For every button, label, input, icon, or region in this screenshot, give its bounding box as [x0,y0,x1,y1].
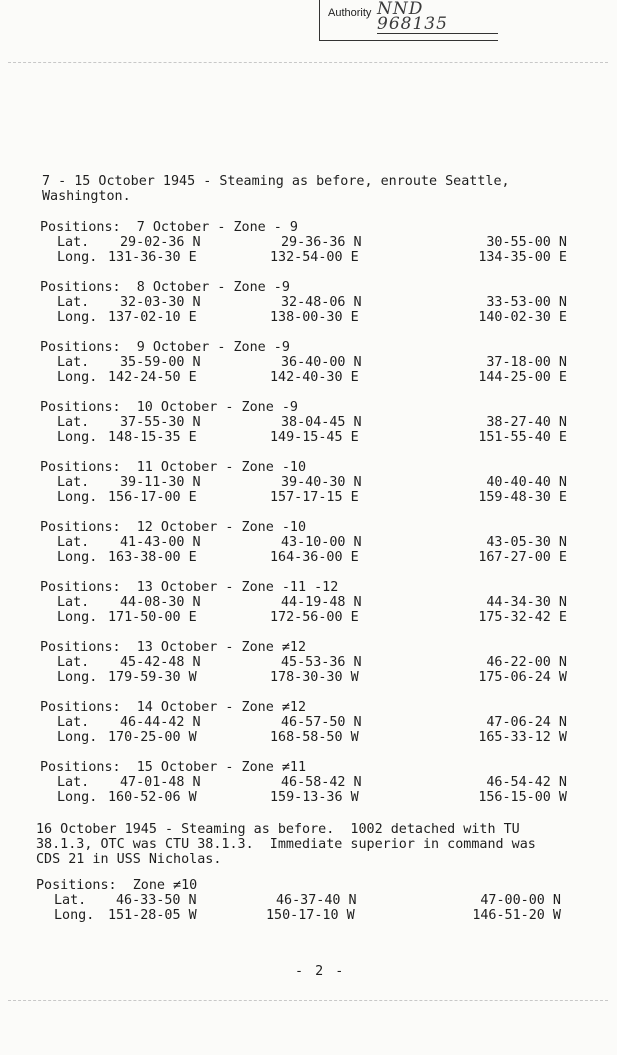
lat-value-1: 41-43-00 N [120,535,201,550]
long-value-2: 172-56-00 E [270,610,359,625]
paragraph-2-line-2: 38.1.3, OTC was CTU 38.1.3. Immediate superior in command was [36,837,536,852]
lat-value-2: 38-04-45 N [281,415,362,430]
lat-value-3: 44-34-30 N [486,595,567,610]
paragraph-1-line-2: Washington. [42,189,131,204]
long-label: Long. [57,370,98,385]
long-value-2: 142-40-30 E [270,370,359,385]
lat-value-1: 32-03-30 N [120,295,201,310]
long-value-2: 138-00-30 E [270,310,359,325]
long-label: Long. [57,430,98,445]
long-value-2: 132-54-00 E [270,250,359,265]
paragraph-2-line-1: 16 October 1945 - Steaming as before. 1002 detached with TU [36,822,520,837]
long-label: Long. [57,670,98,685]
long-value-3: 144-25-00 E [478,370,567,385]
lat-value-3: 37-18-00 N [486,355,567,370]
long-value-2: 164-36-00 E [270,550,359,565]
lat-label: Lat. [57,355,90,370]
paragraph-2-line-3: CDS 21 in USS Nicholas. [36,852,222,867]
lat-label: Lat. [57,535,90,550]
long-value-1: 163-38-00 E [108,550,197,565]
lat-value-1: 37-55-30 N [120,415,201,430]
long-value-1: 151-28-05 W [108,908,197,923]
lat-value-2: 46-57-50 N [281,715,362,730]
long-label: Long. [57,250,98,265]
lat-value-1: 47-01-48 N [120,775,201,790]
scan-artifact-top [8,62,608,63]
lat-value-2: 39-40-30 N [281,475,362,490]
long-value-1: 156-17-00 E [108,490,197,505]
long-value-2: 178-30-30 W [270,670,359,685]
lat-value-3: 47-00-00 N [480,893,561,908]
lat-value-1: 46-44-42 N [120,715,201,730]
long-value-3: 175-06-24 W [478,670,567,685]
lat-value-3: 46-54-42 N [486,775,567,790]
positions-header: Positions: 9 October - Zone -9 [40,340,290,355]
long-value-1: 131-36-30 E [108,250,197,265]
long-label: Long. [57,610,98,625]
lat-value-3: 47-06-24 N [486,715,567,730]
long-value-2: 149-15-45 E [270,430,359,445]
lat-value-3: 38-27-40 N [486,415,567,430]
long-label: Long. [57,730,98,745]
long-value-1: 171-50-00 E [108,610,197,625]
lat-value-1: 46-33-50 N [116,893,197,908]
long-value-1: 137-02-10 E [108,310,197,325]
long-value-3: 146-51-20 W [472,908,561,923]
lat-value-2: 36-40-00 N [281,355,362,370]
long-value-2: 157-17-15 E [270,490,359,505]
positions-header: Positions: 14 October - Zone ≠12 [40,700,307,715]
long-value-1: 170-25-00 W [108,730,197,745]
lat-value-3: 43-05-30 N [486,535,567,550]
paragraph-1-line-1: 7 - 15 October 1945 - Steaming as before, enroute Seattle, [42,174,510,189]
lat-value-2: 46-58-42 N [281,775,362,790]
long-value-3: 159-48-30 E [478,490,567,505]
lat-value-1: 39-11-30 N [120,475,201,490]
long-label: Long. [57,310,98,325]
lat-label: Lat. [57,295,90,310]
lat-label: Lat. [57,595,90,610]
lat-label: Lat. [57,655,90,670]
long-value-2: 150-17-10 W [266,908,355,923]
long-value-3: 140-02-30 E [478,310,567,325]
lat-value-2: 45-53-36 N [281,655,362,670]
positions-header: Positions: 13 October - Zone -11 -12 [40,580,339,595]
long-value-3: 156-15-00 W [478,790,567,805]
stamp-authority-number: NND 968135 [377,2,498,34]
long-value-1: 142-24-50 E [108,370,197,385]
lat-label: Lat. [57,715,90,730]
long-value-3: 167-27-00 E [478,550,567,565]
lat-value-1: 29-02-36 N [120,235,201,250]
long-value-2: 168-58-50 W [270,730,359,745]
positions-header: Positions: Zone ≠10 [36,878,198,893]
positions-header: Positions: 13 October - Zone ≠12 [40,640,307,655]
stamp-authority-label: Authority [328,7,372,19]
long-label: Long. [57,490,98,505]
lat-value-2: 43-10-00 N [281,535,362,550]
positions-header: Positions: 12 October - Zone -10 [40,520,307,535]
lat-value-2: 46-37-40 N [276,893,357,908]
lat-value-1: 45-42-48 N [120,655,201,670]
long-label: Long. [57,550,98,565]
lat-value-3: 30-55-00 N [486,235,567,250]
lat-value-2: 44-19-48 N [281,595,362,610]
long-value-3: 134-35-00 E [478,250,567,265]
lat-value-1: 44-08-30 N [120,595,201,610]
lat-value-1: 35-59-00 N [120,355,201,370]
positions-header: Positions: 7 October - Zone - 9 [40,220,298,235]
lat-label: Lat. [57,235,90,250]
positions-header: Positions: 15 October - Zone ≠11 [40,760,307,775]
long-value-3: 165-33-12 W [478,730,567,745]
positions-header: Positions: 8 October - Zone -9 [40,280,290,295]
lat-label: Lat. [57,415,90,430]
lat-value-2: 32-48-06 N [281,295,362,310]
long-value-1: 148-15-35 E [108,430,197,445]
long-value-2: 159-13-36 W [270,790,359,805]
scan-artifact-bottom [8,1000,608,1001]
long-value-1: 160-52-06 W [108,790,197,805]
lat-label: Lat. [54,893,87,908]
long-label: Long. [57,790,98,805]
long-value-1: 179-59-30 W [108,670,197,685]
positions-header: Positions: 11 October - Zone -10 [40,460,307,475]
long-value-3: 175-32-42 E [478,610,567,625]
lat-value-3: 33-53-00 N [486,295,567,310]
lat-label: Lat. [57,475,90,490]
lat-label: Lat. [57,775,90,790]
long-value-3: 151-55-40 E [478,430,567,445]
page-number: - 2 - [295,964,346,979]
lat-value-3: 46-22-00 N [486,655,567,670]
long-label: Long. [54,908,95,923]
declassification-stamp [319,0,498,41]
lat-value-2: 29-36-36 N [281,235,362,250]
positions-header: Positions: 10 October - Zone -9 [40,400,298,415]
lat-value-3: 40-40-40 N [486,475,567,490]
